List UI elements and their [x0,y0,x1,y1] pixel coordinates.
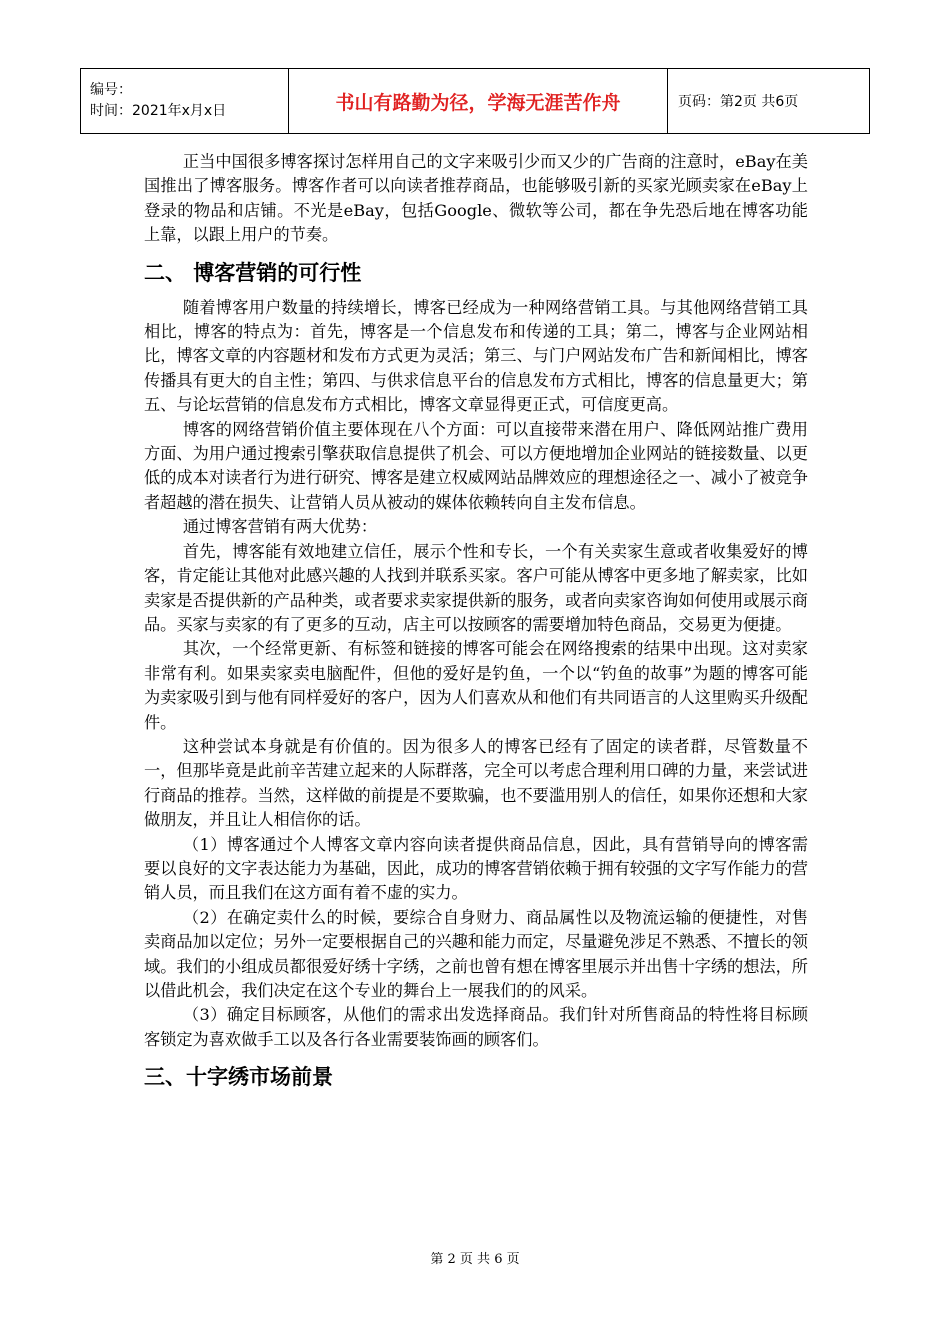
paragraph-point-3: （3）确定目标顾客，从他们的需求出发选择商品。我们针对所售商品的特性将目标顾客锁定为喜欢做手工以及各行各业需要装饰画的顾客们。 [144,1005,808,1049]
document-time-label: 时间：2021年x月x日 [90,103,227,119]
paragraph-advantage-search: 其次，一个经常更新、有标签和链接的博客可能会在网络搜索的结果中出现。这对卖家非常有利。如果卖家卖电脑配件，但他的爱好是钓鱼，一个以“钓鱼的故事”为题的博客可能为卖家吸引到与他有同样爱好的客户，因为人们喜欢从和他们有共同语言的人这里购买升级配件。 [144,639,808,732]
section-heading-market: 三、十字绣市场前景 [144,1065,333,1090]
paragraph-advantage-trust: 首先，博客能有效地建立信任，展示个性和专长，一个有关卖家生意或者收集爱好的博客，肯定能让其他对此感兴趣的人找到并联系买家。客户可能从博客中更多地了解卖家，比如卖家是否提供新的产品种类，或者要求卖家提供新的服务，或者向卖家咨询如何使用或展示商品。买家与卖家的有了更多的互动，店主可以按顾客的需要增加特色商品，交易更为便捷。 [144,541,808,634]
header-motto: 书山有路勤为径，学海无涯苦作舟 [289,69,668,134]
document-number-label: 编号： [90,82,132,98]
page-footer: 第 2 页 共 6 页 [430,1252,520,1267]
header-page-info: 页码：第2页 共6页 [668,69,870,134]
paragraph-point-1: （1）博客通过个人博客文章内容向读者提供商品信息，因此，具有营销导向的博客需要以良好的文字表达能力为基础，因此，成功的博客营销依赖于拥有较强的文字写作能力的营销人员，而且我们在这方面有着不虚的实力。 [144,834,808,903]
document-body [144,150,808,1100]
paragraph-attempt-value: 这种尝试本身就是有价值的。因为很多人的博客已经有了固定的读者群，尽管数量不一，但那毕竟是此前辛苦建立起来的人际群落，完全可以考虑合理利用口碑的力量，来尝试进行商品的推荐。当然，这样做的前提是不要欺骗，也不要滥用别人的信任，如果你还想和大家做朋友，并且让人相信你的话。 [144,736,808,830]
section-heading-feasibility: 二、 博客营销的可行性 [144,260,362,285]
header-meta [81,69,289,134]
paragraph-blog-features: 随着博客用户数量的持续增长，博客已经成为一种网络营销工具。与其他网络营销工具相比，博客的特点为：首先，博客是一个信息发布和传递的工具；第二，博客与企业网站相比，博客文章的内容题材和发布方式更为灵活；第三、与门户网站发布广告和新闻相比，博客传播具有更大的自主性；第四、与供求信息平台的信息发布方式相比，博客的信息量更大；第五、与论坛营销的信息发布方式相比，博客文章显得更正式，可信度更高。 [144,297,808,415]
paragraph-marketing-value: 博客的网络营销价值主要体现在八个方面：可以直接带来潜在用户、降低网站推广费用方面、为用户通过搜索引擎获取信息提供了机会、可以方便地增加企业网站的链接数量、以更低的成本对读者行为进行研究、博客是建立权威网站品牌效应的理想途径之一、减小了被竞争者超越的潜在损失、让营销人员从被动的媒体依赖转向自主发布信息。 [144,419,808,512]
paragraph-ebay-intro: 正当中国很多博客探讨怎样用自己的文字来吸引少而又少的广告商的注意时，eBay在美国推出了博客服务。博客作者可以向读者推荐商品，也能够吸引新的买家光顾卖家在eBay上登录的物品和店铺。不光是eBay，包括Google、微软等公司，都在争先恐后地在博客功能上靠，以跟上用户的节奏。 [144,152,808,245]
paragraph-two-advantages: 通过博客营销有两大优势： [182,517,378,537]
paragraph-point-2: （2）在确定卖什么的时候，要综合自身财力、商品属性以及物流运输的便捷性，对售卖商品加以定位；另外一定要根据自己的兴趣和能力而定，尽量避免涉足不熟悉、不擅长的领域。我们的小组成员都很爱好绣十字绣，之前也曾有想在博客里展示并出售十字绣的想法，所以借此机会，我们决定在这个专业的舞台上一展我们的的风采。 [144,907,808,1000]
page-header [80,68,870,134]
